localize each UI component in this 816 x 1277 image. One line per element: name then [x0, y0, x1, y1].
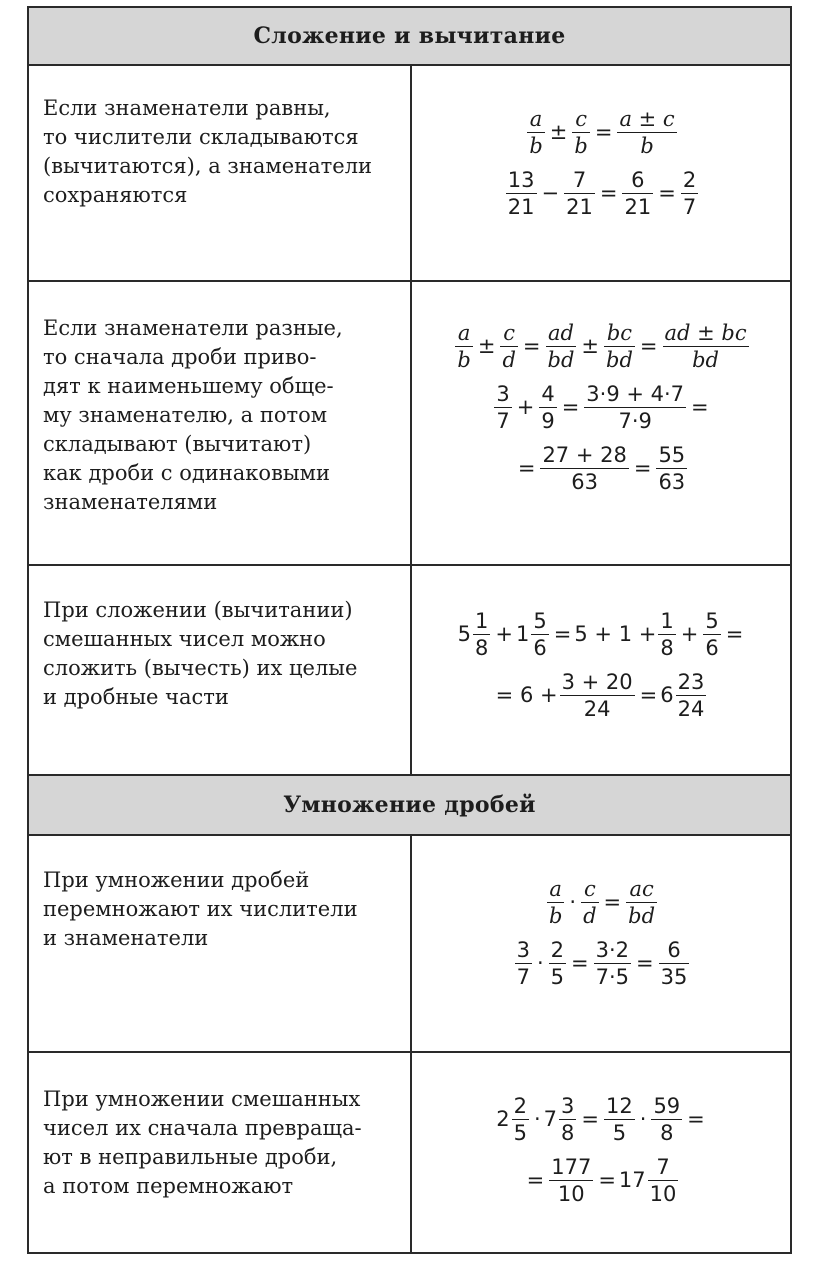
whole-part: = 6 +	[495, 683, 558, 707]
math-operator: =	[639, 334, 658, 358]
numerator: 1	[475, 609, 489, 633]
formula-example-result	[414, 442, 790, 495]
math-operator: =	[522, 334, 541, 358]
formula-general	[414, 876, 790, 929]
denominator: 5	[550, 965, 565, 989]
formula-example	[414, 381, 790, 434]
numerator: 3·2	[595, 938, 630, 962]
denominator: 63	[571, 470, 598, 494]
math-operator: =	[553, 622, 572, 646]
denominator: 6	[705, 636, 719, 660]
denominator: bd	[628, 904, 656, 928]
math-operator: ·	[533, 1107, 541, 1131]
fraction	[656, 442, 687, 495]
section-title: Умножение дробей	[283, 792, 536, 818]
math-operator: −	[541, 181, 560, 205]
numerator: ad	[546, 320, 577, 347]
section-header-addition	[29, 8, 790, 66]
fraction	[539, 381, 556, 434]
numerator: 7	[648, 1154, 679, 1181]
denominator: 7·9	[618, 409, 652, 433]
numerator: 4	[541, 382, 555, 406]
table-row	[29, 66, 790, 282]
column-divider	[410, 66, 412, 280]
fraction	[604, 320, 635, 373]
math-operator: =	[687, 1107, 705, 1131]
fraction	[572, 106, 589, 159]
numerator: a	[547, 876, 564, 903]
math-operator: +	[495, 622, 514, 646]
formula-block	[414, 608, 790, 722]
fraction	[531, 608, 548, 661]
numerator: bc	[604, 320, 635, 347]
formula-example	[414, 608, 790, 661]
math-operator: =	[636, 951, 654, 975]
section-header-multiplication	[29, 774, 790, 836]
math-operator: =	[594, 120, 613, 144]
numerator: a ± c	[619, 107, 675, 131]
denominator: 5	[513, 1121, 527, 1145]
denominator: d	[583, 904, 597, 928]
numerator: 55	[658, 443, 686, 467]
fraction	[663, 320, 749, 373]
denominator: 8	[475, 636, 489, 660]
denominator: b	[548, 904, 563, 928]
formula-example	[414, 937, 790, 990]
math-operator: =	[561, 395, 580, 419]
denominator: 24	[677, 697, 705, 721]
denominator: 21	[566, 195, 593, 219]
table-row	[29, 836, 790, 1053]
fraction	[546, 320, 577, 373]
numerator: 12	[606, 1094, 633, 1118]
rules-table	[27, 6, 792, 1254]
whole-part: 6	[660, 683, 674, 707]
numerator: 2	[550, 938, 565, 962]
numerator: a	[455, 320, 472, 347]
formula-general	[414, 320, 790, 373]
denominator: 21	[507, 195, 535, 219]
rule-description: Если знаменатели равны, то числители складываются (вычитаются), а знаменатели сохраняются	[43, 96, 373, 207]
fraction	[648, 1154, 679, 1207]
math-operator: =	[633, 456, 652, 480]
math-operator: =	[725, 622, 744, 646]
denominator: b	[457, 348, 471, 372]
fraction	[681, 167, 698, 220]
numerator: 6	[622, 167, 653, 194]
whole-part: 2	[496, 1107, 510, 1131]
fraction	[512, 1093, 529, 1146]
math-operator: ±	[549, 120, 568, 144]
numerator: 6	[659, 937, 690, 964]
fraction	[515, 937, 532, 990]
math-operator: =	[526, 1168, 545, 1192]
denominator: 8	[660, 1121, 674, 1145]
numerator: c	[500, 320, 517, 347]
rule-description: При умножении дробей перемножают их числители и знаменатели	[43, 868, 358, 950]
fraction	[547, 876, 564, 929]
math-operator: ±	[477, 334, 496, 358]
rule-description: При умножении смешанных чисел их сначала превраща- ют в неправильные дроби, а потом перемножают	[43, 1087, 362, 1198]
denominator: 5	[612, 1121, 627, 1145]
denominator: 10	[557, 1182, 585, 1206]
math-operator: =	[598, 1168, 616, 1192]
whole-part: 7	[543, 1107, 558, 1131]
numerator: ad ± bc	[664, 321, 747, 345]
fraction	[604, 1093, 635, 1146]
formula-block	[414, 106, 790, 220]
numerator: 13	[507, 168, 535, 192]
denominator: b	[640, 134, 654, 158]
math-operator: ·	[639, 1107, 647, 1131]
math-operator: =	[571, 951, 589, 975]
fraction	[658, 608, 675, 661]
denominator: b	[529, 134, 543, 158]
fraction	[659, 937, 690, 990]
denominator: bd	[547, 348, 575, 372]
denominator: 8	[660, 636, 674, 660]
denominator: 9	[541, 409, 555, 433]
numerator: 3	[496, 382, 510, 406]
fraction	[506, 167, 537, 220]
numerator: 3 + 20	[561, 670, 633, 694]
fraction	[564, 167, 595, 220]
column-divider	[410, 1053, 412, 1252]
denominator: 63	[658, 470, 686, 494]
numerator: 7	[564, 167, 595, 194]
numerator: 5	[533, 609, 547, 633]
math-operator: =	[599, 181, 618, 205]
fraction	[617, 106, 676, 159]
fraction	[560, 669, 635, 722]
fraction	[703, 608, 720, 661]
numerator: a	[527, 106, 544, 133]
numerator: ac	[626, 876, 657, 903]
fraction	[540, 442, 628, 495]
math-operator: =	[691, 395, 709, 419]
whole-part: 5	[457, 622, 472, 646]
numerator: 3·9 + 4·7	[586, 382, 685, 406]
math-operator: ·	[569, 890, 577, 914]
denominator: 35	[660, 965, 688, 989]
math-operator: =	[603, 890, 622, 914]
numerator: 5	[705, 609, 719, 633]
numerator: 27 + 28	[542, 443, 627, 467]
table-row	[29, 1053, 790, 1252]
denominator: d	[502, 348, 516, 372]
rule-description: При сложении (вычитании) смешанных чисел можно сложить (вычесть) их целые и дробные части	[43, 598, 358, 709]
denominator: 7	[516, 965, 530, 989]
denominator: 21	[624, 195, 652, 219]
formula-block	[414, 320, 790, 495]
denominator: 8	[561, 1121, 575, 1145]
section-title: Сложение и вычитание	[253, 23, 566, 49]
denominator: 7	[682, 195, 697, 219]
formula-example-result	[414, 1154, 790, 1207]
rule-description: Если знаменатели разные, то сначала дроби приво- дят к наименьшему обще- му знаменателю, а потом складывают (вычитают) как дроби с одинаковыми знаменателями	[43, 316, 343, 514]
whole-part: 5 + 1 +	[574, 622, 657, 646]
numerator: 23	[677, 670, 705, 694]
whole-part: 17	[618, 1168, 646, 1192]
fraction	[494, 381, 511, 434]
fraction	[651, 1093, 682, 1146]
fraction	[527, 106, 544, 159]
fraction	[622, 167, 653, 220]
formula-example-result	[414, 669, 790, 722]
fraction	[581, 876, 598, 929]
denominator: 24	[583, 697, 611, 721]
numerator: 177	[551, 1155, 592, 1179]
math-operator: +	[516, 395, 535, 419]
denominator: bd	[692, 348, 719, 372]
numerator: 3	[516, 938, 530, 962]
fraction	[500, 320, 517, 373]
math-operator: =	[658, 181, 676, 205]
denominator: bd	[606, 348, 633, 372]
fraction	[473, 608, 490, 661]
table-row	[29, 566, 790, 776]
math-operator: =	[581, 1107, 600, 1131]
denominator: 7	[496, 409, 510, 433]
formula-example	[414, 167, 790, 220]
numerator: c	[572, 106, 589, 133]
numerator: 2	[682, 168, 697, 192]
fraction	[549, 1154, 593, 1207]
fraction	[549, 937, 566, 990]
math-operator: =	[639, 683, 658, 707]
table-row	[29, 282, 790, 566]
denominator: b	[574, 134, 588, 158]
numerator: 1	[660, 609, 674, 633]
numerator: 3	[561, 1094, 575, 1118]
denominator: 6	[533, 636, 547, 660]
numerator: 59	[653, 1094, 681, 1118]
math-operator: =	[517, 456, 536, 480]
fraction	[559, 1093, 576, 1146]
denominator: 10	[649, 1182, 677, 1206]
fraction	[455, 320, 472, 373]
column-divider	[410, 566, 412, 776]
formula-example	[414, 1093, 790, 1146]
math-operator: ±	[581, 334, 599, 358]
numerator: c	[581, 876, 598, 903]
math-operator: +	[680, 622, 699, 646]
column-divider	[410, 836, 412, 1051]
column-divider	[410, 282, 412, 564]
fraction	[584, 381, 686, 434]
numerator: 2	[513, 1094, 527, 1118]
math-operator: ·	[536, 951, 544, 975]
fraction	[676, 669, 707, 722]
formula-general	[414, 106, 790, 159]
whole-part: 1	[516, 622, 530, 646]
formula-block	[414, 876, 790, 990]
fraction	[594, 937, 631, 990]
formula-block	[414, 1093, 790, 1207]
fraction	[626, 876, 657, 929]
denominator: 7·5	[595, 965, 630, 989]
